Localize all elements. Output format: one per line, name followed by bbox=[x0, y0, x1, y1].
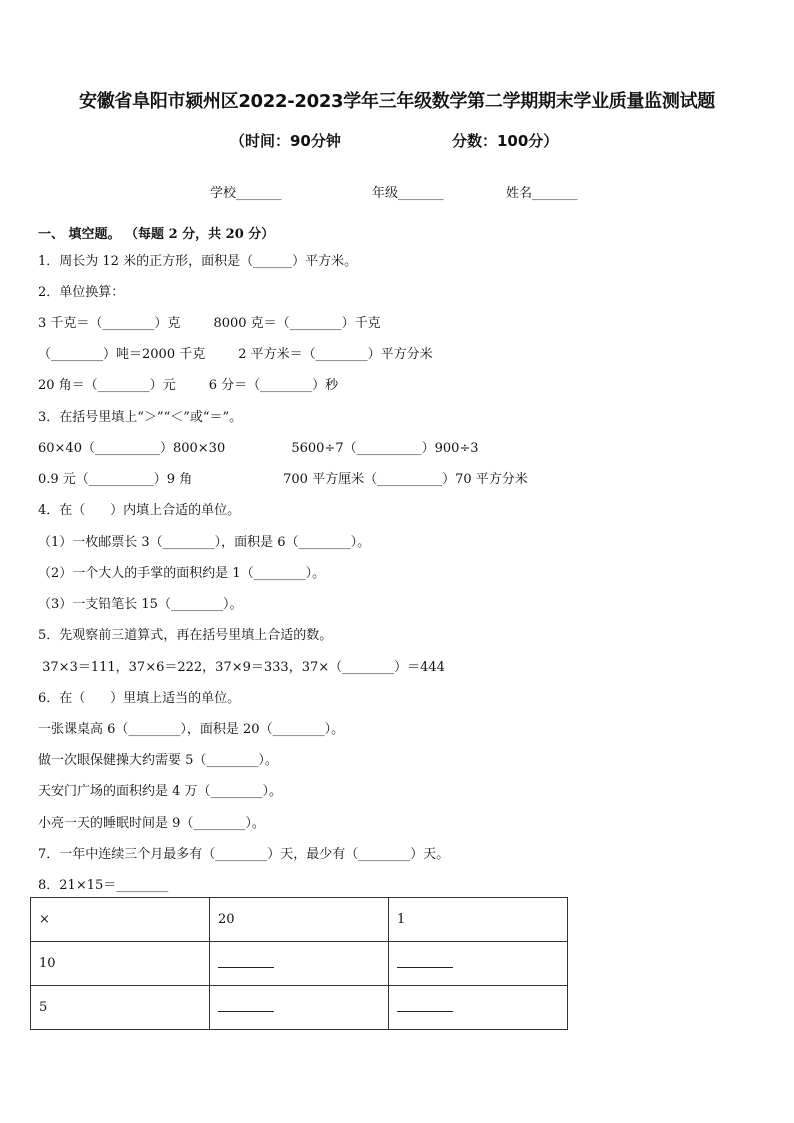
question-line: 2．单位换算： bbox=[38, 285, 125, 300]
answer-blank[interactable] bbox=[397, 999, 453, 1012]
question-line: 0.9 元（__________）9 角 700 平方厘米（__________）70 平方分米 bbox=[38, 472, 528, 487]
question-line: 3 千克＝（________）克 8000 克＝（________）千克 bbox=[38, 316, 381, 331]
school-field: 学校_______ bbox=[210, 186, 282, 201]
answer-blank-cell[interactable] bbox=[389, 942, 568, 986]
exam-time: （时间：90分钟 bbox=[230, 132, 341, 150]
question-line: （3）一支铅笔长 15（________）。 bbox=[38, 597, 243, 612]
table-header-row bbox=[31, 898, 568, 942]
question-line: 5．先观察前三道算式，再在括号里填上合适的数。 bbox=[38, 628, 333, 643]
table-row bbox=[31, 942, 568, 986]
table-cell: 20 bbox=[210, 898, 389, 942]
table-cell: 10 bbox=[31, 942, 210, 986]
question-line: 8．21×15＝________ bbox=[38, 878, 169, 893]
question-line: 3．在括号里填上“＞”“＜”或“＝”。 bbox=[38, 410, 243, 425]
answer-blank-cell[interactable] bbox=[210, 986, 389, 1030]
question-line: 天安门广场的面积约是 4 万（________）。 bbox=[38, 784, 283, 799]
question-line: （________）吨＝2000 千克 2 平方米＝（________）平方分米 bbox=[38, 347, 433, 362]
question-line: 60×40（__________）800×30 5600÷7（__________）900÷3 bbox=[38, 441, 479, 456]
page-title: 安徽省阜阳市颍州区2022-2023学年三年级数学第二学期期末学业质量监测试题 bbox=[79, 91, 715, 112]
table-row bbox=[31, 986, 568, 1030]
question-line: （2）一个大人的手掌的面积约是 1（________）。 bbox=[38, 566, 326, 581]
question-line: 一张课桌高 6（________），面积是 20（________）。 bbox=[38, 722, 345, 737]
answer-blank-cell[interactable] bbox=[389, 986, 568, 1030]
grade-field: 年级_______ bbox=[372, 186, 444, 201]
question-line: 1．周长为 12 米的正方形，面积是（______）平方米。 bbox=[38, 254, 358, 269]
answer-blank[interactable] bbox=[397, 955, 453, 968]
answer-blank[interactable] bbox=[218, 955, 274, 968]
question-line: 做一次眼保健操大约需要 5（________）。 bbox=[38, 753, 278, 768]
question-line: （1）一枚邮票长 3（________），面积是 6（________）。 bbox=[38, 535, 371, 550]
exam-score: 分数：100分） bbox=[452, 132, 559, 150]
question-line: 6．在（ ）里填上适当的单位。 bbox=[38, 691, 241, 706]
answer-blank[interactable] bbox=[218, 999, 274, 1012]
question-line: 20 角＝（________）元 6 分＝（________）秒 bbox=[38, 378, 339, 393]
table-cell: × bbox=[31, 898, 210, 942]
question-line: 7．一年中连续三个月最多有（________）天，最少有（________）天。 bbox=[38, 847, 450, 862]
table-cell: 1 bbox=[389, 898, 568, 942]
answer-blank-cell[interactable] bbox=[210, 942, 389, 986]
name-field: 姓名_______ bbox=[506, 186, 578, 201]
question-line: 4．在（ ）内填上合适的单位。 bbox=[38, 503, 241, 518]
question-line: 37×3＝111，37×6＝222，37×9＝333，37×（________）＝444 bbox=[38, 660, 445, 675]
section-heading: 一、 填空题。 （每题 2 分，共 20 分） bbox=[38, 227, 275, 242]
multiplication-table bbox=[30, 897, 568, 1030]
question-line: 小亮一天的睡眠时间是 9（________）。 bbox=[38, 816, 265, 831]
table-cell: 5 bbox=[31, 986, 210, 1030]
